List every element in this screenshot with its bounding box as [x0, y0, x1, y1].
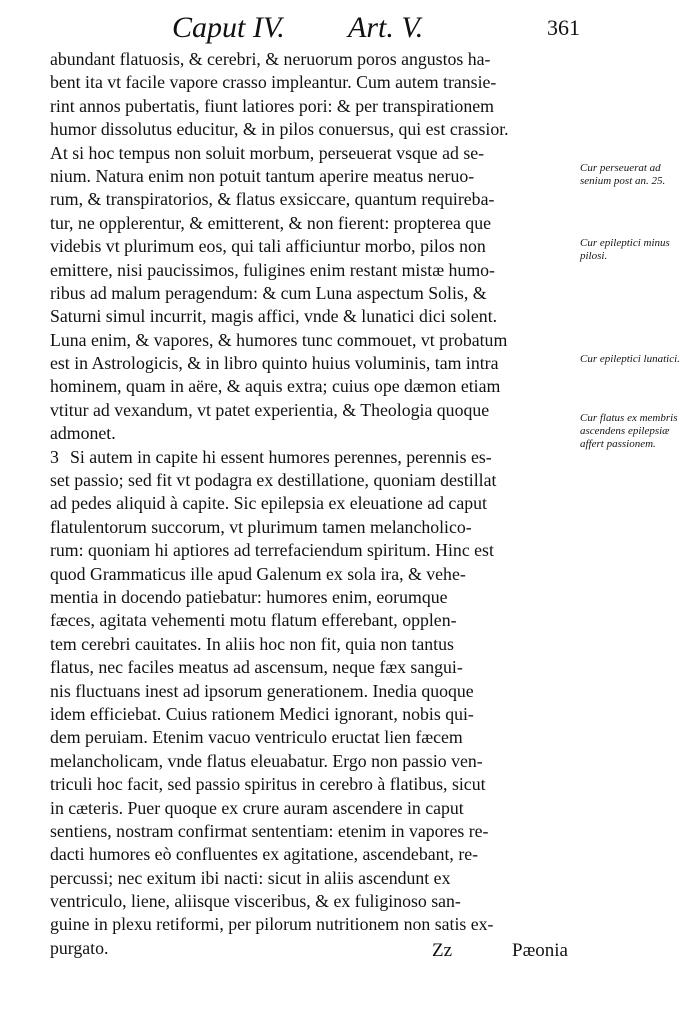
- text-line: tem cerebri cauitates. In aliis hoc non fit, quia non tantus: [50, 633, 454, 654]
- text-line: dem peruiam. Etenim vacuo ventriculo eructat lien fæcem: [50, 727, 463, 748]
- text-line: humor dissolutus educitur, & in pilos conuersus, qui est crassior.: [50, 119, 509, 140]
- paragraph-2: [50, 446, 570, 961]
- text-line: percussi; nec exitum ibi nacti: sicut in aliis ascendunt ex: [50, 867, 451, 888]
- margin-note: Cur perseuerat ad senium post an. 25.: [580, 162, 666, 187]
- text-line: abundant flatuosis, & cerebri, & neruorum poros angustos ha-: [50, 49, 491, 69]
- margin-note: Cur flatus ex membris ascendens epilepsiæ affert passionem.: [580, 412, 678, 450]
- paragraph-1: [50, 48, 570, 446]
- text-line: tur, ne opplerentur, & emitterent, & non fierent: propterea que: [50, 212, 491, 233]
- text-line: fæces, agitata vehementi motu flatum efferebant, opplen-: [50, 610, 457, 631]
- text-line: rint annos pubertatis, fiunt latiores pori: & per transpirationem: [50, 95, 494, 116]
- text-line: emittere, nisi paucissimos, fuligines enim restant mistæ humo-: [50, 259, 495, 280]
- text-line: rum: quoniam hi aptiores ad terrefaciendum spiritum. Hinc est: [50, 540, 494, 561]
- text-line: At si hoc tempus non soluit morbum, perseuerat vsque ad se-: [50, 142, 485, 163]
- text-line: ventriculo, liene, aliisque visceribus, & ex fuliginoso san-: [50, 891, 461, 912]
- text-line-numbered: [50, 446, 570, 469]
- text-line: ad pedes aliquid à capite. Sic epilepsia ex eleuatione ad caput: [50, 493, 487, 514]
- text-line: flatus, nec faciles meatus ad ascensum, neque fæx sangui-: [50, 657, 463, 678]
- text-line: Luna enim, & vapores, & humores tunc commouet, vt probatum: [50, 329, 508, 350]
- text-line: nis fluctuans inest ad ipsorum generationem. Inedia quoque: [50, 680, 474, 701]
- text-line: admonet.: [50, 423, 116, 444]
- text-line: Si autem in capite hi essent humores perennes, perennis es-: [70, 446, 492, 467]
- text-line: sentiens, nostram confirmat sententiam: etenim in vapores re-: [50, 820, 489, 841]
- main-text-block: [50, 48, 570, 960]
- text-line: rum, & transpiratorios, & flatus exsiccare, quantum requireba-: [50, 189, 495, 210]
- text-line: mentia in docendo patiebatur: humores enim, eorumque: [50, 586, 448, 607]
- text-line: Saturni simul incurrit, magis affici, vnde & lunatici dici solent.: [50, 306, 498, 327]
- text-line: videbis vt plurimum eos, qui tali afficiuntur morbo, pilos non: [50, 236, 486, 257]
- running-head: [160, 10, 580, 46]
- margin-note: Cur epileptici minus pilosi.: [580, 237, 670, 262]
- text-line: quod Grammaticus ille apud Galenum ex sola ira, & vehe-: [50, 563, 466, 584]
- text-line: bent ita vt facile vapore crasso impleantur. Cum autem transie-: [50, 72, 497, 93]
- text-line: guine in plexu retiformi, per pilorum nutritionem non satis ex-: [50, 914, 494, 935]
- page-footer: [0, 940, 700, 970]
- text-line: dacti humores eò confluentes ex agitatione, ascendebant, re-: [50, 844, 479, 865]
- text-line: melancholicam, vnde flatus eleuabatur. Ergo non passio ven-: [50, 750, 483, 771]
- text-line: triculi hoc facit, sed passio spiritus in cerebro à flatibus, sicut: [50, 774, 486, 795]
- text-line: hominem, quam in aëre, & aquis extra; cuius ope dæmon etiam: [50, 376, 501, 397]
- text-line: nium. Natura enim non potuit tantum aperire meatus neruo-: [50, 165, 475, 186]
- paragraph-number: 3: [50, 446, 59, 467]
- text-line: idem efficiebat. Cuius rationem Medici ignorant, nobis qui-: [50, 703, 474, 724]
- text-line: est in Astrologicis, & in libro quinto huius voluminis, tam intra: [50, 353, 499, 374]
- page-number: 361: [547, 15, 580, 40]
- text-line: set passio; sed fit vt podagra ex destillatione, quoniam destillat: [50, 470, 497, 491]
- signature-mark: Zz: [432, 940, 453, 961]
- text-line: ribus ad malum peragendum: & cum Luna aspectum Solis, &: [50, 282, 487, 303]
- catchword: Pæonia: [512, 940, 568, 961]
- text-line: purgato.: [50, 937, 109, 958]
- article-heading: Art. V.: [348, 11, 424, 44]
- text-line: in cæteris. Puer quoque ex crure auram ascendere in caput: [50, 797, 464, 818]
- chapter-heading: Caput IV.: [172, 11, 285, 44]
- text-line: vtitur ad vexandum, vt patet experientia, & Theologia quoque: [50, 399, 490, 420]
- margin-note: Cur epileptici lunatici.: [580, 353, 680, 365]
- text-line: flatulentorum succorum, vt plurimum tamen melancholico-: [50, 516, 472, 537]
